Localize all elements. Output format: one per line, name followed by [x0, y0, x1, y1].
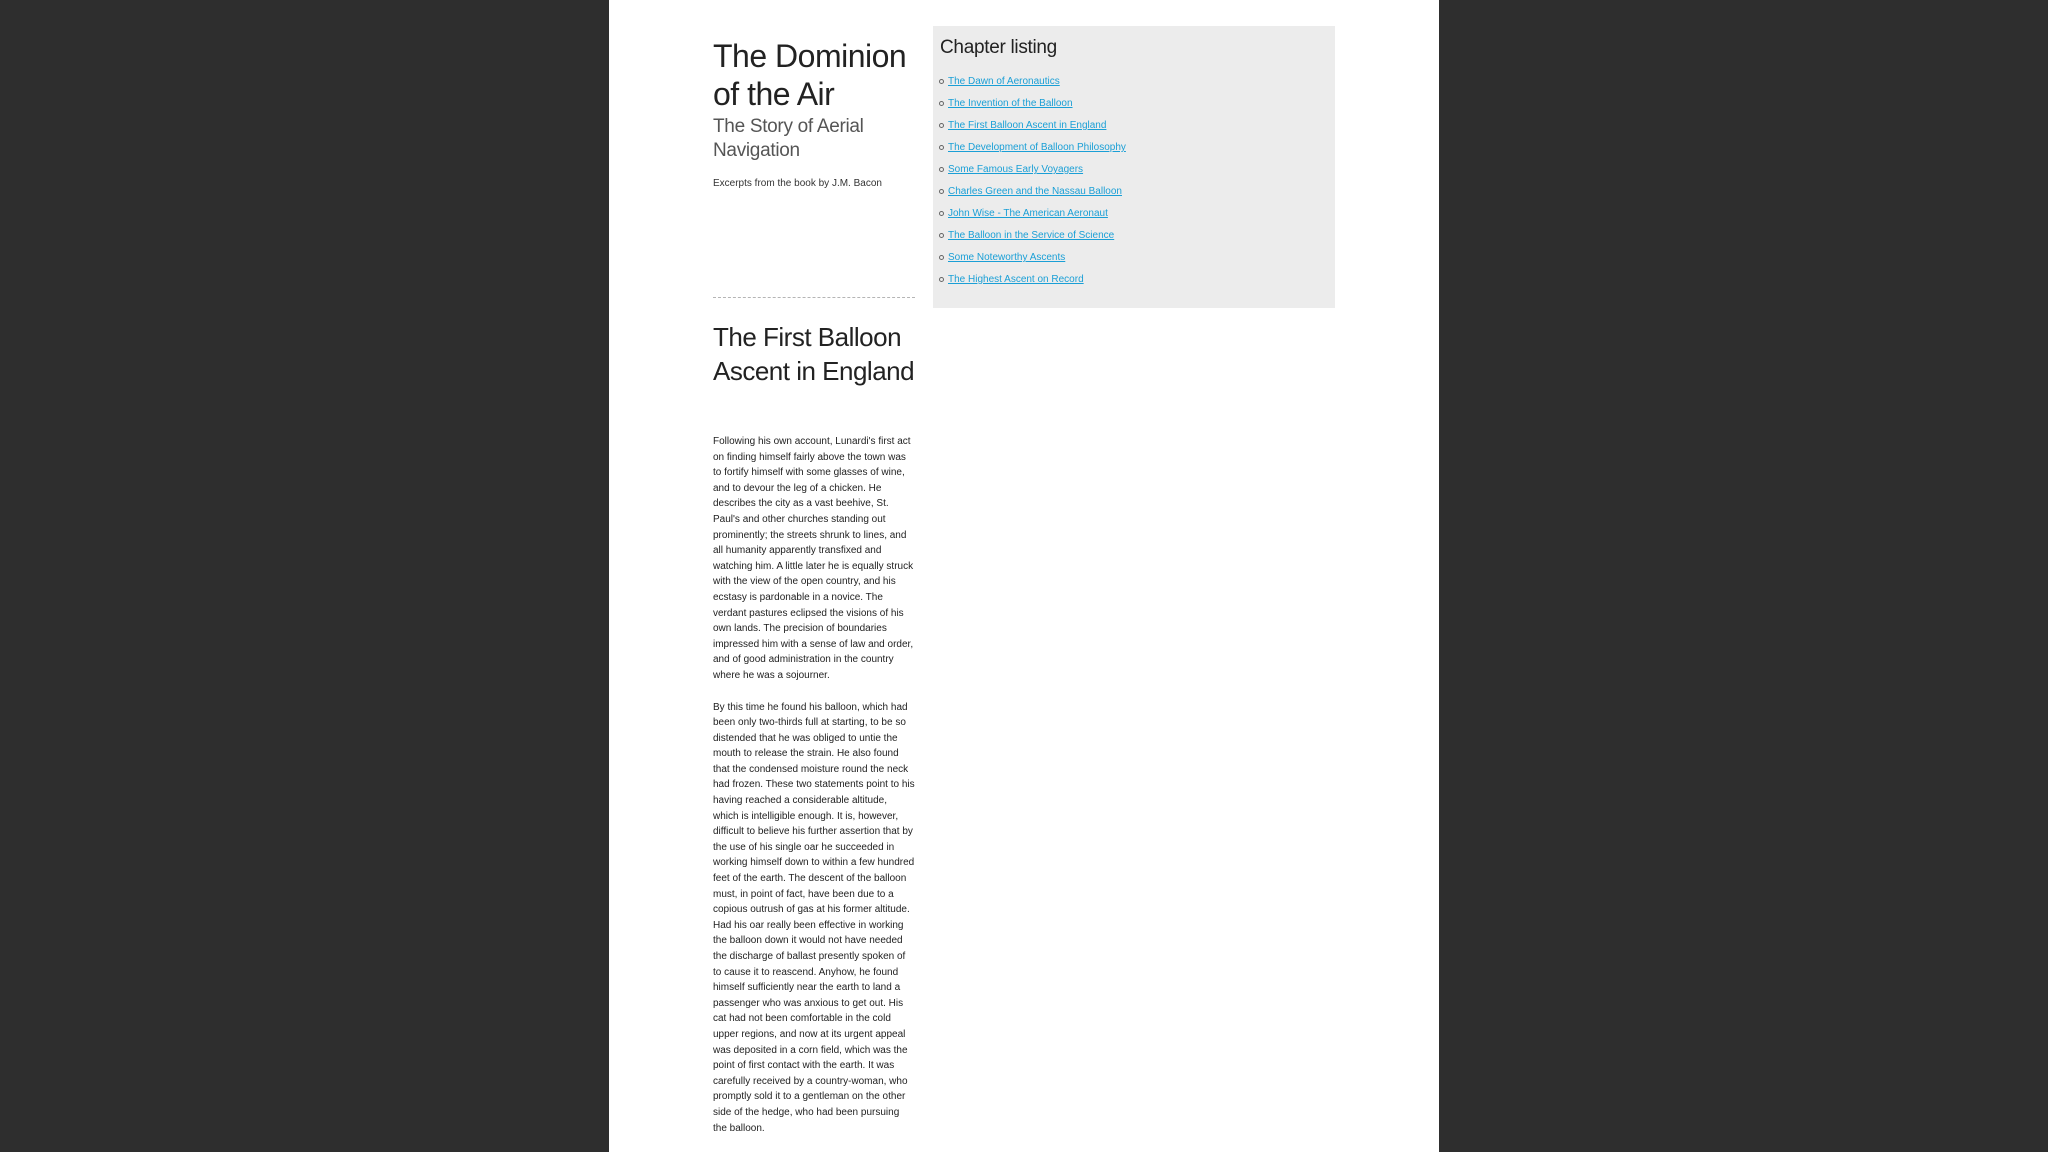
chapter-listing-heading: Chapter listing — [940, 37, 1057, 58]
chapter-list-item — [939, 269, 1335, 291]
bullet-icon — [939, 167, 944, 172]
bullet-icon — [939, 145, 944, 150]
chapter-list-item — [939, 71, 1335, 93]
bullet-icon — [939, 233, 944, 238]
divider — [713, 297, 915, 298]
chapter-link-charles-green[interactable]: Charles Green and the Nassau Balloon — [948, 186, 1122, 197]
chapter-link-famous-early-voyagers[interactable]: Some Famous Early Voyagers — [948, 164, 1084, 175]
chapter-list-item — [939, 225, 1335, 247]
chapter-list-item — [939, 137, 1335, 159]
bullet-icon — [939, 79, 944, 84]
bullet-icon — [939, 211, 944, 216]
chapter-list-item — [939, 93, 1335, 115]
chapter-list-item — [939, 181, 1335, 203]
chapter-listing-sidebar — [933, 26, 1335, 308]
bullet-icon — [939, 123, 944, 128]
paragraph: Following his own account, Lunardi's first act on finding himself fairly above the town was to fortify himself with some glasses of wine, and to devour the leg of a chicken. He describes the city as a vast beehive, St. Paul's and other churches standing out prominently; the streets shrunk to lines, and all humanity apparently transfixed and watching him. A little later he is equally struck with the view of the open country, and his ecstasy is pardonable in a novice. The verdant pastures eclipsed the visions of his own lands. The precision of boundaries impressed him with a sense of law and order, and of good administration in the country where he was a sojourner. — [713, 436, 914, 681]
chapter-list-item — [939, 203, 1335, 225]
chapter-link-dawn-of-aeronautics[interactable]: The Dawn of Aeronautics — [948, 76, 1060, 87]
left-column — [713, 0, 915, 1134]
chapter-link-highest-ascent[interactable]: The Highest Ascent on Record — [948, 274, 1084, 285]
bullet-icon — [939, 101, 944, 106]
bullet-icon — [939, 189, 944, 194]
chapter-link-balloon-philosophy[interactable]: The Development of Balloon Philosophy — [948, 142, 1126, 153]
site-title: The Dominion of the Air — [713, 38, 907, 112]
chapter-body — [713, 434, 915, 1152]
chapter-list-item — [939, 115, 1335, 137]
chapter-link-service-of-science[interactable]: The Balloon in the Service of Science — [948, 230, 1115, 241]
bullet-icon — [939, 255, 944, 260]
chapter-title: The First Balloon Ascent in England — [713, 322, 915, 386]
page — [609, 0, 1439, 1152]
site-subtitle: The Story of Aerial Navigation — [713, 116, 864, 161]
chapter-link-first-balloon-ascent[interactable]: The First Balloon Ascent in England — [948, 120, 1107, 131]
paragraph: By this time he found his balloon, which had been only two-thirds full at starting, to be so distended that he was obliged to untie the mouth to release the strain. He also found that the condensed moisture round the neck had frozen. These two statements point to his having reached a considerable altitude, which is intelligible enough. It is, however, difficult to believe his further assertion that by the use of his single oar he succeeded in working himself down to within a few hundred feet of the earth. The descent of the balloon must, in point of fact, have been due to a copious outrush of gas at his former altitude. Had his oar really been effective in working the balloon down it would not have needed the discharge of ballast presently spoken of to cause it to reascend. Anyhow, he found himself sufficiently near the earth to land a passenger who was anxious to get out. His cat had not been comfortable in the cold upper regions, and now at its urgent appeal was deposited in a corn field, which was the point of first contact with the earth. It was carefully received by a country-woman, who promptly sold it to a gentleman on the other side of the hedge, who had been pursuing the balloon. — [713, 701, 915, 1134]
chapter-link-noteworthy-ascents[interactable]: Some Noteworthy Ascents — [948, 252, 1066, 263]
chapter-list-item — [939, 159, 1335, 181]
chapter-link-john-wise[interactable]: John Wise - The American Aeronaut — [948, 208, 1108, 219]
chapter-link-invention-of-balloon[interactable]: The Invention of the Balloon — [948, 98, 1073, 109]
chapter-list — [933, 71, 1335, 291]
site-credit: Excerpts from the book by J.M. Bacon — [713, 178, 882, 189]
chapter-list-item — [939, 247, 1335, 269]
bullet-icon — [939, 277, 944, 282]
